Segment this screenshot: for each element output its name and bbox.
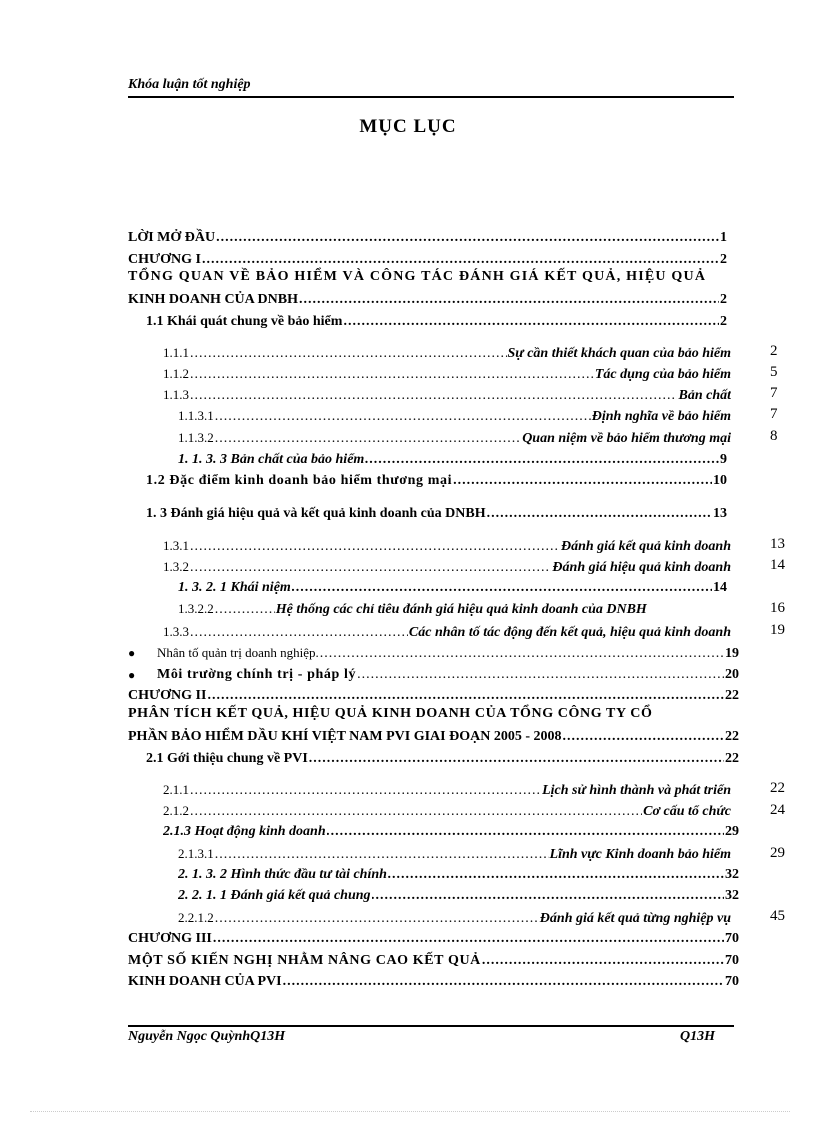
toc-entry-1-1-2[interactable]: 1.1.2 ..... Tác dụng của bảo hiểm — [163, 364, 731, 384]
toc-entry-1-3-3[interactable]: 1.3.3 ..... Các nhân tố tác động đến kết quả, hiệu quả kinh doanh — [163, 622, 731, 642]
toc-entry-1-1-3-3[interactable]: 1. 1. 3. 3 Bản chất của bảo hiểm ..... 9 — [178, 450, 727, 470]
toc-entry-1-3[interactable]: 1. 3 Đánh giá hiệu quả và kết quả kinh doanh của DNBH ..... 13 — [146, 504, 727, 524]
toc-entry-1-1-3-1[interactable]: 1.1.3.1 ..... Định nghĩa về bảo hiểm — [178, 406, 731, 426]
toc-page-1-1-3: 7 — [770, 385, 778, 401]
toc-entry-1-3-2-2[interactable]: 1.3.2.2 ..... Hệ thống các chỉ tiêu đánh giá hiệu quả kinh doanh của DNBH — [178, 599, 731, 619]
toc-entry-1-1-3-2[interactable]: 1.1.3.2 ..... Quan niệm về bảo hiểm thương mại — [178, 428, 731, 448]
bullet-icon: ● — [128, 646, 136, 660]
toc-entry-1-1-3[interactable]: 1.1.3 ..... Bản chất — [163, 385, 731, 405]
toc-page-2-1-2: 24 — [770, 802, 785, 818]
header-text: Khóa luận tốt nghiệp — [128, 77, 251, 92]
toc-entry-2-1-3-2[interactable]: 2. 1. 3. 2 Hình thức đầu tư tài chính ..... 32 — [178, 865, 739, 885]
toc-entry-2-1-3[interactable]: 2.1.3 Hoạt động kinh doanh ..... 29 — [163, 822, 739, 842]
toc-entry-chuong-3[interactable]: CHƯƠNG III ..... 70 — [128, 929, 739, 949]
toc-entry-2-1-3-1[interactable]: 2.1.3.1 ..... Lĩnh vực Kinh doanh bảo hiểm — [178, 844, 731, 864]
toc-entry-chuong-1-title[interactable]: KINH DOANH CỦA DNBH ..... 2 — [128, 290, 727, 310]
toc-page-2-1-1: 22 — [770, 780, 785, 796]
page-edge-dots — [30, 1111, 790, 1112]
toc-page-1-3-1: 13 — [770, 536, 785, 552]
toc-page-1-3-2-2: 16 — [770, 600, 785, 616]
toc-entry-2-1-1[interactable]: 2.1.1 ..... Lịch sử hình thành và phát triển — [163, 780, 731, 800]
toc-entry-bullet-1[interactable]: Nhân tố quản trị doanh nghiệp. ..... 19 — [157, 643, 739, 663]
toc-entry-chuong-1[interactable]: CHƯƠNG I ..... 2 — [128, 250, 727, 270]
toc-page-1-1-1: 2 — [770, 343, 778, 359]
toc-entry-1-2[interactable]: 1.2 Đặc điểm kinh doanh bảo hiểm thương mại ..... 10 — [146, 471, 727, 491]
toc-chuong-1-title-line1: TỔNG QUAN VỀ BẢO HIỂM VÀ CÔNG TÁC ĐÁNH GIÁ KẾT QUẢ, HIỆU QUẢ — [128, 269, 707, 284]
footer-rule — [128, 1025, 734, 1027]
toc-page-1-3-2: 14 — [770, 557, 785, 573]
toc-entry-loi-mo-dau[interactable]: LỜI MỞ ĐẦU ..... 1 — [128, 228, 727, 248]
toc-entry-chuong-3-title[interactable]: MỘT SỐ KIẾN NGHỊ NHẰM NÂNG CAO KẾT QUẢ ..... 70 — [128, 951, 739, 971]
toc-page-2-2-1-2: 45 — [770, 908, 785, 924]
toc-entry-2-1[interactable]: 2.1 Gới thiệu chung về PVI ..... 22 — [146, 749, 739, 769]
toc-page-1-1-2: 5 — [770, 364, 778, 380]
toc-entry-1-1[interactable]: 1.1 Khái quát chung về bảo hiểm ..... 2 — [146, 312, 727, 332]
toc-entry-2-2-1-2[interactable]: 2.2.1.2 ..... Đánh giá kết quả từng nghiệp vụ — [178, 908, 731, 928]
page-title: MỤC LỤC — [359, 116, 457, 137]
toc-chuong-2-title-line1: PHÂN TÍCH KẾT QUẢ, HIỆU QUẢ KINH DOANH CỦA TỔNG CÔNG TY CỔ — [128, 706, 653, 721]
toc-page-1-1-3-2: 8 — [770, 428, 778, 444]
toc-entry-1-1-1[interactable]: 1.1.1 ..... Sự cần thiết khách quan của bảo hiểm — [163, 343, 731, 363]
toc-entry-chuong-2-title[interactable]: PHẦN BẢO HIỂM DẦU KHÍ VIỆT NAM PVI GIAI ĐOẠN 2005 - 2008 ..... 22 — [128, 727, 739, 747]
toc-entry-bullet-2[interactable]: Môi trường chính trị - pháp lý ..... 20 — [157, 665, 739, 685]
footer-author: Nguyễn Ngọc QuỳnhQ13H — [128, 1029, 286, 1044]
toc-entry-chuong-3-title-2[interactable]: KINH DOANH CỦA PVI ..... 70 — [128, 972, 739, 992]
toc-page-1-1-3-1: 7 — [770, 406, 778, 422]
footer-class: Q13H — [680, 1029, 715, 1044]
toc-entry-chuong-2[interactable]: CHƯƠNG II ..... 22 — [128, 686, 739, 706]
bullet-icon: ● — [128, 668, 136, 682]
toc-page-1-3-3: 19 — [770, 622, 785, 638]
toc-entry-2-2-1-1[interactable]: 2. 2. 1. 1 Đánh giá kết quả chung ..... 32 — [178, 886, 739, 906]
toc-entry-1-3-2-1[interactable]: 1. 3. 2. 1 Khái niệm ..... 14 — [178, 578, 727, 598]
toc-entry-1-3-2[interactable]: 1.3.2 ..... Đánh giá hiệu quả kinh doanh — [163, 557, 731, 577]
toc-entry-2-1-2[interactable]: 2.1.2 ..... Cơ cấu tổ chức — [163, 801, 731, 821]
toc-page-2-1-3-1: 29 — [770, 845, 785, 861]
toc-entry-1-3-1[interactable]: 1.3.1 ..... Đánh giá kết quả kinh doanh — [163, 536, 731, 556]
